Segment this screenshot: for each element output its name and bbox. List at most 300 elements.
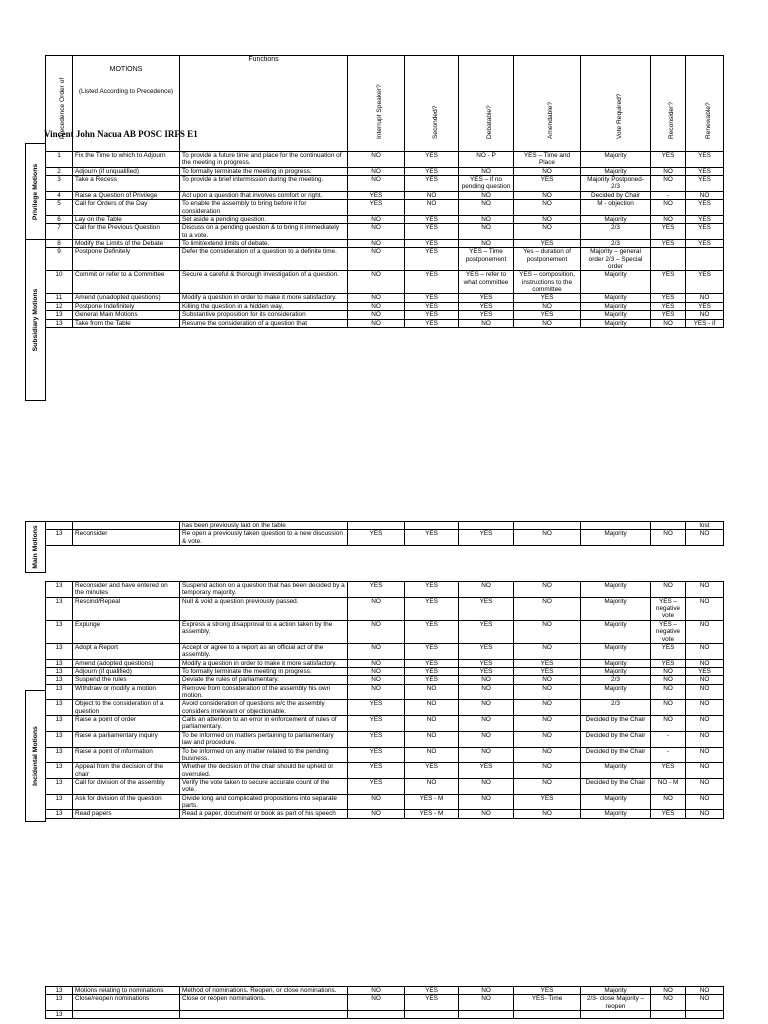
cell-debatable: YES — [459, 311, 514, 319]
cell-vote: Majority — [581, 794, 651, 810]
cell-seconded: YES — [405, 215, 459, 223]
cell-interrupt: NO — [348, 167, 405, 175]
cell-precedence: 13 — [46, 995, 73, 1011]
cell-reconsider: - — [651, 731, 686, 747]
cell-renewable: YES — [686, 302, 724, 310]
cell-precedence: 1 — [46, 152, 73, 168]
cell-precedence: 13 — [46, 667, 73, 675]
cell-interrupt: NO — [348, 995, 405, 1011]
cell-reconsider: NO — [651, 716, 686, 732]
cell-interrupt: NO — [348, 224, 405, 240]
cell-function: To formally terminate the meeting in progress. — [180, 667, 348, 675]
cell-function: Defer the consideration of a question to a definite time. — [180, 248, 348, 271]
cell-debatable: YES — [459, 294, 514, 302]
table-row — [46, 684, 724, 700]
category-column-3 — [25, 690, 46, 822]
table-row — [46, 810, 724, 818]
cell-function: To be informed on matters pertaining to parliamentary law and procedure. — [180, 731, 348, 747]
cell-seconded: YES — [405, 167, 459, 175]
cell-debatable: NO — [459, 224, 514, 240]
cell-renewable: YES — [686, 176, 724, 192]
cell-vote: 2/3 — [581, 700, 651, 716]
cell-renewable: YES — [686, 200, 724, 216]
cell-vote: Majority — [581, 620, 651, 643]
cell-reconsider: YES — [651, 302, 686, 310]
cell-interrupt — [348, 1011, 405, 1019]
cell-vote: 2/3 — [581, 676, 651, 684]
cell-reconsider: NO — [651, 667, 686, 675]
cell-reconsider: YES — [651, 239, 686, 247]
cell-debatable: NO — [459, 215, 514, 223]
cell-amendable: NO — [514, 302, 581, 310]
cell-reconsider: YES — [651, 271, 686, 294]
cell-reconsider: YES — [651, 224, 686, 240]
cell-debatable: YES — [459, 530, 514, 546]
cell-function: Calls an attention to an error in enforcement of rules of parliamentary. — [180, 716, 348, 732]
cell-renewable: NO — [686, 294, 724, 302]
cell-precedence: 13 — [46, 1011, 73, 1019]
cell-amendable: NO — [514, 810, 581, 818]
cell-motion: Rescind/Repeal — [73, 597, 180, 620]
category-column-2 — [25, 521, 46, 573]
cell-precedence: 13 — [46, 778, 73, 794]
cell-debatable: NO — [459, 191, 514, 199]
cell-seconded: YES — [405, 294, 459, 302]
cell-interrupt: NO — [348, 810, 405, 818]
cell-motion: Raise a Question of Privilege — [73, 191, 180, 199]
cell-seconded: NO — [405, 700, 459, 716]
cell-amendable: NO — [514, 530, 581, 546]
cell-renewable: YES — [686, 239, 724, 247]
cell-renewable: NO — [686, 597, 724, 620]
cell-interrupt: NO — [348, 794, 405, 810]
cell-debatable: NO — [459, 582, 514, 598]
cell-seconded: YES — [405, 597, 459, 620]
cell-amendable: NO — [514, 200, 581, 216]
cell-vote: Majority — [581, 667, 651, 675]
cell-motion: Fix the Time to which to Adjourn — [73, 152, 180, 168]
cell-amendable: YES – composition, instructions to the committee — [514, 271, 581, 294]
cell-precedence: 13 — [46, 676, 73, 684]
cell-vote: Majority — [581, 987, 651, 995]
cell-renewable: NO — [686, 794, 724, 810]
table-row — [46, 522, 724, 530]
cell-renewable: lost — [686, 522, 724, 530]
cell-motion: Raise a point of information — [73, 747, 180, 763]
cell-debatable: YES – if no pending question — [459, 176, 514, 192]
cell-precedence: 13 — [46, 794, 73, 810]
cell-reconsider: NO — [651, 215, 686, 223]
cell-debatable: NO — [459, 995, 514, 1011]
cell-debatable: NO — [459, 716, 514, 732]
cell-motion: Postpone Definitely — [73, 248, 180, 271]
cell-precedence: 7 — [46, 224, 73, 240]
cell-vote: Majority — [581, 319, 651, 327]
header-vote: Vote Required? — [581, 56, 651, 152]
cell-function: Verify the vote taken to secure accurate count of the vote. — [180, 778, 348, 794]
cell-seconded: YES — [405, 248, 459, 271]
cell-renewable: NO — [686, 987, 724, 995]
cell-precedence: 12 — [46, 302, 73, 310]
cell-debatable: YES — [459, 659, 514, 667]
cell-precedence: 11 — [46, 294, 73, 302]
cell-vote: Majority — [581, 271, 651, 294]
motions-table-3 — [45, 581, 724, 819]
cell-seconded: YES — [405, 987, 459, 995]
cell-precedence: 13 — [46, 684, 73, 700]
cell-seconded: YES - M — [405, 810, 459, 818]
cell-reconsider — [651, 522, 686, 530]
cell-interrupt: NO — [348, 684, 405, 700]
cell-reconsider: NO — [651, 684, 686, 700]
cell-motion: Ask for division of the question — [73, 794, 180, 810]
cell-function: Accept or agree to a report as an official act of the assembly. — [180, 643, 348, 659]
cell-amendable: NO — [514, 700, 581, 716]
cell-precedence: 10 — [46, 271, 73, 294]
cell-reconsider: NO — [651, 794, 686, 810]
cell-reconsider: NO — [651, 995, 686, 1011]
cell-precedence: 13 — [46, 716, 73, 732]
cell-seconded: NO — [405, 191, 459, 199]
cell-reconsider: NO — [651, 987, 686, 995]
cell-seconded — [405, 1011, 459, 1019]
cell-precedence: 13 — [46, 987, 73, 995]
table-row — [46, 794, 724, 810]
cell-function: To provide a future time and place for the continuation of the meeting in progress. — [180, 152, 348, 168]
cell-interrupt: YES — [348, 716, 405, 732]
table-row — [46, 597, 724, 620]
cell-seconded: NO — [405, 200, 459, 216]
cell-renewable: YES — [686, 224, 724, 240]
cell-vote: Decided by the Chair — [581, 731, 651, 747]
cell-reconsider: NO — [651, 167, 686, 175]
cell-function: Avoid consideration of questions w/c the assembly considers irrelevant or objectionable. — [180, 700, 348, 716]
cell-amendable: NO — [514, 684, 581, 700]
cell-precedence: 13 — [46, 319, 73, 327]
cell-seconded: NO — [405, 684, 459, 700]
cell-reconsider: NO — [651, 530, 686, 546]
cell-motion — [73, 522, 180, 530]
table-row — [46, 152, 724, 168]
cell-renewable: NO — [686, 716, 724, 732]
cell-function: has been previously laid on the table — [180, 522, 348, 530]
cell-vote: Majority — [581, 530, 651, 546]
cell-amendable: NO — [514, 582, 581, 598]
cell-motion: Read papers — [73, 810, 180, 818]
cell-reconsider: NO — [651, 582, 686, 598]
cell-function: Read a paper, document or book as part of his speech — [180, 810, 348, 818]
cell-amendable: NO — [514, 224, 581, 240]
cell-motion: Withdraw or modify a motion — [73, 684, 180, 700]
cell-precedence: 13 — [46, 582, 73, 598]
table-row — [46, 200, 724, 216]
table-row — [46, 676, 724, 684]
header-debatable: Debatable? — [459, 56, 514, 152]
cell-renewable: NO — [686, 747, 724, 763]
cell-interrupt: YES — [348, 731, 405, 747]
cell-vote: Majority — [581, 684, 651, 700]
cell-vote: Majority — [581, 294, 651, 302]
cell-motion: Suspend the rules — [73, 676, 180, 684]
table-row — [46, 530, 724, 546]
cell-amendable: NO — [514, 191, 581, 199]
table-row — [46, 747, 724, 763]
cell-precedence: 4 — [46, 191, 73, 199]
cell-reconsider: NO — [651, 676, 686, 684]
cell-renewable: YES — [686, 152, 724, 168]
cell-motion: Reconsider and have entered on the minutes — [73, 582, 180, 598]
cell-interrupt: NO — [348, 271, 405, 294]
cell-renewable: NO — [686, 810, 724, 818]
cell-function: Set aside a pending question. — [180, 215, 348, 223]
table-row — [46, 319, 724, 327]
cell-renewable: NO — [686, 995, 724, 1011]
header-precedence: Precedence Order of — [46, 56, 73, 152]
cell-debatable — [459, 522, 514, 530]
cell-reconsider: - — [651, 747, 686, 763]
cell-reconsider: YES — [651, 294, 686, 302]
table-row — [46, 731, 724, 747]
cell-renewable: NO — [686, 763, 724, 779]
cell-debatable: NO — [459, 167, 514, 175]
cell-debatable: YES — [459, 667, 514, 675]
cell-function: To formally terminate the meeting in progress. — [180, 167, 348, 175]
motions-table-4 — [45, 986, 724, 1019]
cell-renewable: NO — [686, 778, 724, 794]
cell-vote: Majority — [581, 152, 651, 168]
cell-debatable: NO — [459, 700, 514, 716]
cell-amendable: YES — [514, 667, 581, 675]
cell-motion: Reconsider — [73, 530, 180, 546]
cell-interrupt: NO — [348, 987, 405, 995]
cell-function: Divide long and complicated propositions into separate parts. — [180, 794, 348, 810]
cell-debatable: NO — [459, 987, 514, 995]
cell-interrupt: YES — [348, 700, 405, 716]
cell-seconded: NO — [405, 747, 459, 763]
cell-seconded: YES — [405, 302, 459, 310]
cell-motion: Call for the Previous Question — [73, 224, 180, 240]
cell-debatable — [459, 1011, 514, 1019]
header-functions: Functions — [180, 56, 348, 152]
cell-interrupt: NO — [348, 239, 405, 247]
cell-motion: Take a Recess — [73, 176, 180, 192]
cell-vote: Majority — [581, 810, 651, 818]
cell-renewable: NO — [686, 530, 724, 546]
cell-debatable: NO — [459, 676, 514, 684]
cell-amendable: NO — [514, 747, 581, 763]
cell-vote: 2/3- close Majority – reopen — [581, 995, 651, 1011]
cell-renewable: NO — [686, 582, 724, 598]
cell-vote: Majority — [581, 659, 651, 667]
cell-amendable: YES- Time — [514, 995, 581, 1011]
table-row — [46, 716, 724, 732]
cell-debatable: YES — [459, 763, 514, 779]
cell-interrupt: YES — [348, 778, 405, 794]
header-interrupt: Interrupt Speaker? — [348, 56, 405, 152]
cell-vote: Decided by the Chair — [581, 778, 651, 794]
cell-interrupt: NO — [348, 319, 405, 327]
table-1-body — [46, 152, 724, 328]
author-name: Vincent John Nacua AB POSC IRFS E1 — [44, 129, 198, 139]
table-3-body — [46, 582, 724, 819]
table-row — [46, 643, 724, 659]
cell-amendable: NO — [514, 215, 581, 223]
cell-vote: Majority — [581, 763, 651, 779]
cell-function: Remove from consideration of the assembly his own motion. — [180, 684, 348, 700]
cell-debatable: NO — [459, 684, 514, 700]
cell-seconded: YES — [405, 176, 459, 192]
cell-reconsider: YES — [651, 810, 686, 818]
cell-function: Express a strong disapproval to a action taken by the assembly. — [180, 620, 348, 643]
cell-vote: Majority — [581, 302, 651, 310]
cell-motion: Postpone Indefinitely — [73, 302, 180, 310]
cell-motion: Adjourn (if qualified) — [73, 667, 180, 675]
cell-amendable: NO — [514, 763, 581, 779]
cell-amendable: NO — [514, 731, 581, 747]
cell-amendable: NO — [514, 778, 581, 794]
cell-reconsider: YES — [651, 311, 686, 319]
cell-vote: 2/3 — [581, 239, 651, 247]
table-4-body — [46, 987, 724, 1019]
table-row — [46, 176, 724, 192]
cell-amendable: NO — [514, 676, 581, 684]
category-subsidiary: Subsidiary Motions — [26, 240, 46, 401]
cell-reconsider: NO — [651, 200, 686, 216]
table-row — [46, 248, 724, 271]
cell-motion: Adopt a Report — [73, 643, 180, 659]
cell-interrupt: YES — [348, 747, 405, 763]
cell-amendable — [514, 522, 581, 530]
cell-motion: Lay on the Table — [73, 215, 180, 223]
cell-reconsider — [651, 1011, 686, 1019]
cell-motion: Modify the Limits of the Debate — [73, 239, 180, 247]
cell-debatable: NO — [459, 810, 514, 818]
cell-motion: Motions relating to nominations — [73, 987, 180, 995]
cell-precedence: 13 — [46, 659, 73, 667]
cell-amendable: Yes – duration of postponement — [514, 248, 581, 271]
cell-motion: Amend (unadopted questions) — [73, 294, 180, 302]
cell-function: Method of nominations. Reopen, or close nominations. — [180, 987, 348, 995]
table-row — [46, 302, 724, 310]
cell-debatable: NO - P — [459, 152, 514, 168]
cell-function: To limit/extend limits of debate. — [180, 239, 348, 247]
cell-vote: Majority Postponed- 2/3 — [581, 176, 651, 192]
cell-renewable — [686, 1011, 724, 1019]
header-reconsider: Reconsider? — [651, 56, 686, 152]
cell-amendable: NO — [514, 620, 581, 643]
table-row — [46, 995, 724, 1011]
cell-amendable: YES — [514, 239, 581, 247]
cell-amendable: NO — [514, 716, 581, 732]
table-row — [46, 1011, 724, 1019]
cell-interrupt: NO — [348, 659, 405, 667]
cell-amendable: YES — [514, 176, 581, 192]
cell-motion: Appeal from the decision of the chair — [73, 763, 180, 779]
cell-precedence: 13 — [46, 731, 73, 747]
cell-debatable: YES — [459, 597, 514, 620]
cell-function: Deviate the rules of parliamentary. — [180, 676, 348, 684]
cell-debatable: NO — [459, 319, 514, 327]
cell-vote — [581, 522, 651, 530]
table-row — [46, 667, 724, 675]
cell-function: Re open a previously taken question to a new discussion & vote. — [180, 530, 348, 546]
cell-seconded: YES — [405, 676, 459, 684]
cell-renewable: NO — [686, 659, 724, 667]
cell-vote: Decided by the Chair — [581, 747, 651, 763]
cell-interrupt: NO — [348, 152, 405, 168]
table-row — [46, 239, 724, 247]
cell-vote: 2/3 — [581, 224, 651, 240]
cell-amendable — [514, 1011, 581, 1019]
cell-reconsider: YES – negative vote — [651, 597, 686, 620]
cell-debatable: NO — [459, 200, 514, 216]
cell-precedence: 5 — [46, 200, 73, 216]
category-main: Main Motions — [26, 522, 46, 573]
cell-interrupt: YES — [348, 200, 405, 216]
cell-reconsider: - — [651, 191, 686, 199]
cell-precedence: 13 — [46, 530, 73, 546]
cell-function: Resume the consideration of a question that — [180, 319, 348, 327]
cell-function: Modify a question in order to make it more satisfactory. — [180, 659, 348, 667]
cell-renewable: NO — [686, 731, 724, 747]
cell-function: Null & void a question previously passed. — [180, 597, 348, 620]
category-privilege: Privilege Motions — [26, 144, 46, 240]
table-row — [46, 224, 724, 240]
table-row — [46, 659, 724, 667]
cell-precedence: 13 — [46, 620, 73, 643]
cell-motion: General Main Motions — [73, 311, 180, 319]
cell-precedence — [46, 522, 73, 530]
cell-seconded: YES — [405, 659, 459, 667]
cell-interrupt: YES — [348, 530, 405, 546]
cell-vote: Majority – general order 2/3 – Special order — [581, 248, 651, 271]
category-incidental: Incidental Motions — [26, 691, 46, 822]
cell-function: Killing the question in a hidden way. — [180, 302, 348, 310]
cell-interrupt: NO — [348, 620, 405, 643]
cell-function: Modify a question in order to make it more satisfactory. — [180, 294, 348, 302]
cell-renewable: YES — [686, 271, 724, 294]
cell-motion: Adjourn (if unqualified) — [73, 167, 180, 175]
cell-motion — [73, 1011, 180, 1019]
cell-precedence: 13 — [46, 700, 73, 716]
cell-motion: Call for division of the assembly — [73, 778, 180, 794]
cell-amendable: YES — [514, 987, 581, 995]
cell-reconsider: YES – negative vote — [651, 620, 686, 643]
cell-seconded: YES — [405, 995, 459, 1011]
cell-seconded: NO — [405, 731, 459, 747]
cell-precedence: 13 — [46, 597, 73, 620]
cell-debatable: YES — [459, 643, 514, 659]
cell-amendable: NO — [514, 643, 581, 659]
category-column-1 — [25, 143, 46, 401]
cell-interrupt: NO — [348, 176, 405, 192]
cell-vote: Majority — [581, 597, 651, 620]
cell-vote: Majority — [581, 643, 651, 659]
cell-seconded: YES - M — [405, 794, 459, 810]
cell-debatable: YES – refer to what committee — [459, 271, 514, 294]
cell-function: Suspend action on a question that has been decided by a temporary majority. — [180, 582, 348, 598]
cell-seconded: YES — [405, 319, 459, 327]
cell-debatable: NO — [459, 731, 514, 747]
cell-interrupt: NO — [348, 676, 405, 684]
cell-seconded: YES — [405, 152, 459, 168]
cell-renewable: NO — [686, 311, 724, 319]
cell-function: To enable the assembly to bring before it for consideration — [180, 200, 348, 216]
cell-reconsider: NO — [651, 319, 686, 327]
cell-reconsider: YES — [651, 152, 686, 168]
cell-vote — [581, 1011, 651, 1019]
cell-motion: Object to the consideration of a question — [73, 700, 180, 716]
